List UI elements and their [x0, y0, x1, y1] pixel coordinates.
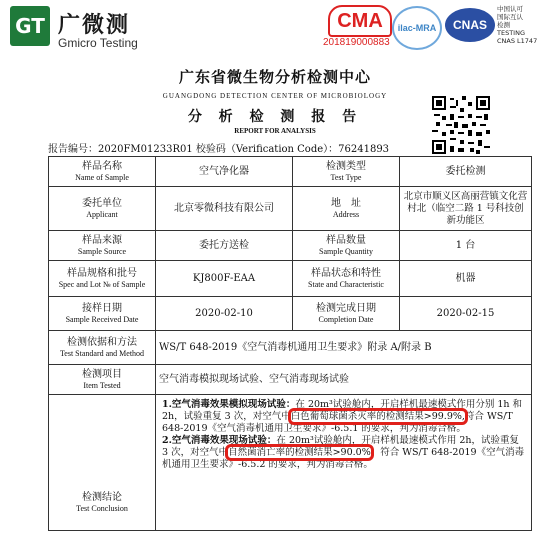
center-title-en: GUANGDONG DETECTION CENTER OF MICROBIOLOGY	[162, 92, 388, 100]
value-state: 机器	[400, 261, 532, 297]
report-table	[48, 156, 532, 531]
value-sample-name: 空气净化器	[156, 157, 293, 187]
label-applicant: 委托单位 Applicant	[49, 187, 156, 231]
highlighted-result: 白色葡萄球菌杀灭率的检测结果>99.9%,	[290, 411, 465, 422]
value-address: 北京市顺义区高丽营镇文化营村北（临空二路 1 号科技创新功能区	[400, 187, 532, 231]
brand-name-en: Gmicro Testing	[58, 36, 138, 50]
value-applicant: 北京零微科技有限公司	[156, 187, 293, 231]
label-sample-name: 样品名称 Name of Sample	[49, 157, 156, 187]
table-row	[49, 187, 532, 231]
label-spec: 样品规格和批号 Spec and Lot № of Sample	[49, 261, 156, 297]
table-row	[49, 395, 532, 531]
cnas-logo: CNAS	[445, 8, 495, 42]
cma-number: 201819000883	[323, 37, 390, 48]
value-spec: KJ800F-EAA	[156, 261, 293, 297]
label-address: 地 址 Address	[293, 187, 400, 231]
label-completion-date: 检测完成日期 Completion Date	[293, 297, 400, 331]
value-received-date: 2020-02-10	[156, 297, 293, 331]
report-title-cn: 分 析 检 测 报 告	[187, 109, 363, 125]
cma-logo: CMA	[328, 5, 392, 37]
label-sample-quantity: 样品数量 Sample Quantity	[293, 231, 400, 261]
brand-name-cn: 广微测	[58, 13, 131, 38]
label-conclusion: 检测结论 Test Conclusion	[49, 395, 156, 531]
conclusion-heading-2: 2.空气消毒效果现场试验：	[162, 435, 277, 446]
table-row	[49, 157, 532, 187]
table-row	[49, 331, 532, 365]
company-logo: GT	[10, 6, 50, 46]
label-item-tested: 检测项目 Item Tested	[49, 365, 156, 395]
cnas-line: TESTING	[497, 29, 525, 37]
cnas-line: 中国认可	[497, 5, 523, 13]
value-test-type: 委托检测	[400, 157, 532, 187]
value-sample-quantity: 1 台	[400, 231, 532, 261]
cnas-accreditation-text	[497, 5, 549, 45]
conclusion-text: ，符合 WS/T 648-2019《空气消毒机通用卫生要求》-6.5.2 的要求，判为消毒合格。	[162, 447, 525, 470]
ilac-mra-logo: ilac-MRA	[392, 6, 442, 50]
value-item-tested: 空气消毒模拟现场试验、空气消毒现场试验	[156, 365, 532, 395]
conclusion-text: 在 20m³试验舱内，开启样机最速模式作用分别 1h 和 2h，试验重复 3 次，对空气中	[162, 399, 523, 422]
label-received-date: 接样日期 Sample Received Date	[49, 297, 156, 331]
report-number: 报告编号：2020FM01233R01 校验码（Verification Code）：76241893	[48, 144, 390, 155]
label-standard: 检测依据和方法 Test Standard and Method	[49, 331, 156, 365]
conclusion-text: 符合 WS/T 648-2019《空气消毒机通用卫生要求》-6.5.1 的要求，判为消毒合格。	[162, 411, 513, 434]
conclusion-heading-1: 1.空气消毒效果模拟现场试验：	[162, 399, 296, 410]
cnas-line: CNAS L1747	[497, 37, 538, 45]
label-state: 样品状态和特性 State and Characteristic	[293, 261, 400, 297]
highlighted-result: 自然菌消亡率的检测结果>90.0%	[228, 447, 371, 458]
qr-code-icon	[432, 96, 490, 154]
cnas-line: 国际互认	[497, 13, 523, 21]
table-row	[49, 365, 532, 395]
conclusion-text: 在 20m³试验舱内，开启样机最速模式作用 2h，试验重复 3 次，对空气中	[162, 435, 520, 458]
cnas-line: 检测	[497, 21, 510, 29]
label-sample-source: 样品来源 Sample Source	[49, 231, 156, 261]
value-sample-source: 委托方送检	[156, 231, 293, 261]
value-standard: WS/T 648-2019《空气消毒机通用卫生要求》附录 A/附录 B	[156, 331, 532, 365]
value-completion-date: 2020-02-15	[400, 297, 532, 331]
report-title-en: REPORT FOR ANALYSIS	[234, 127, 316, 135]
label-test-type: 检测类型 Test Type	[293, 157, 400, 187]
center-title-cn: 广东省微生物分析检测中心	[178, 68, 371, 86]
table-row	[49, 261, 532, 297]
value-conclusion	[156, 395, 532, 531]
table-row	[49, 231, 532, 261]
table-row	[49, 297, 532, 331]
